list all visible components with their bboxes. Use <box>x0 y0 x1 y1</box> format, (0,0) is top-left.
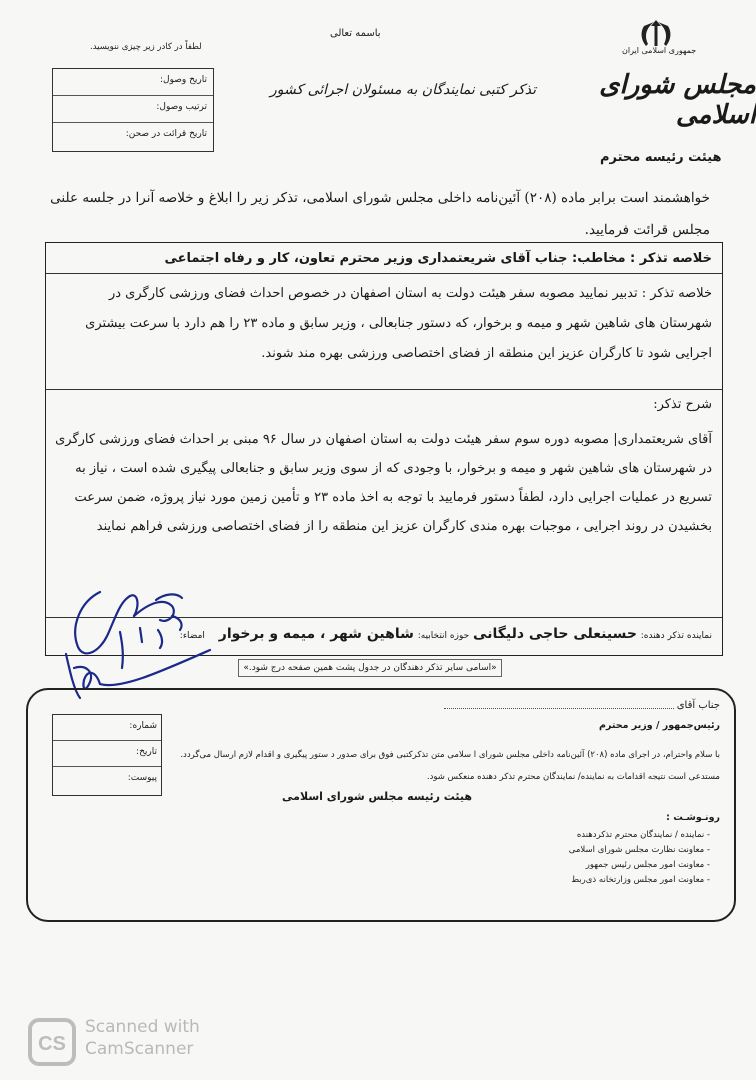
cc-item: - نماینده / نمایندگان محترم تذکردهنده <box>576 830 710 840</box>
greeting-text: با سلام واحترام، در اجرای ماده (۲۰۸) آئین‌نامه داخلی مجلس شورای ا سلامی متن تذکرکتبی فوق برای صدور د ستور پیگیری و اقدام لازم ارسال می‌گردد. مستدعی است نتیجه اقدامات به نماینده/ نمایندگان محترم تذکر دهنده منعکس شود. <box>180 750 720 782</box>
document-title: تذکر کتبی نمایندگان به مسئولان اجرائی کشور <box>270 82 537 98</box>
number-field: شماره: <box>53 715 161 741</box>
district-name: شاهین شهر ، میمه و برخوار <box>218 626 414 642</box>
cc-heading: رونـوشـت : <box>666 812 720 823</box>
board-heading: هیئت رئیسه محترم <box>600 150 722 165</box>
attachment-field: پیوست: <box>127 773 157 783</box>
logo-wordmark: مجلس شورای اسلامی <box>599 70 756 130</box>
divider <box>46 273 722 274</box>
receipt-order-field: ترتیب وصول: <box>53 96 213 123</box>
other-signers-note: «اسامی سایر تذکر دهندگان در جدول پشت همین صفحه درج شود.» <box>238 659 502 677</box>
intro-paragraph: خواهشمند است برابر ماده (۲۰۸) آئین‌نامه داخلی مجلس شورای اسلامی، تذکر زیر را ابلاغ و خلاصه آنرا در جلسه علنی مجلس قرائت فرمایید. <box>50 190 710 238</box>
reference-box <box>52 714 162 796</box>
camscanner-watermark <box>85 1016 200 1060</box>
reading-date-field: تاریخ قرائت در صحن: <box>125 129 207 139</box>
divider <box>46 389 722 390</box>
svg-text:CS: CS <box>38 1033 66 1055</box>
cc-item: - معاونت نظارت مجلس شورای اسلامی <box>568 845 710 855</box>
explanation-text: آقای شریعتمداری| مصوبه دوره سوم سفر هیئت دولت به استان اصفهان در سال ۹۶ مبنی بر احداث فضای ورزشی کارگری در شهرستان های شاهین شهر و میمه و برخوار، با وجودی که از سوی وزیر سابق و جنابعالی پیگیری شده است ، نیاز به تسریع در عملیات اجرایی دارد، لطفاً دستور فرمایید با توجه به اخذ ماده ۲۳ و تأمین زمین مورد نیاز پروژه، ضمن سرعت بخشیدن در روند اجرایی ، موجبات بهره مندی کارگران عزیز این منطقه را از فضای اختصاصی ورزشی فراهم نمایند <box>55 432 712 534</box>
district-label: حوزه انتخابیه: <box>417 631 470 641</box>
recipient-label: رئیس‌جمهور / وزیر محترم <box>599 720 720 731</box>
representative-label: نماینده تذکر دهنده: <box>640 631 712 641</box>
handwritten-signature <box>60 572 250 702</box>
response-form <box>26 688 736 922</box>
addressee-heading: خلاصه تذکر : مخاطب: جناب آقای شریعتمداری وزیر محترم تعاون، کار و رفاه اجتماعی <box>164 251 712 266</box>
explanation-heading: شرح تذکر: <box>653 397 712 412</box>
cc-item: - معاونت امور مجلس رئیس جمهور <box>585 860 710 870</box>
camscanner-logo-icon <box>28 1018 76 1066</box>
summary-text: خلاصه تذکر : تدبیر نمایید مصوبه سفر هیئت دولت به استان اصفهان در خصوص احداث فضای ورزشی کارگری در شهرستان های شاهین شهر و میمه و برخوار، که دستور جنابعالی ، وزیر سابق و ماده ۲۳ را هم دارد با سرعت بیشتری اجرایی شود تا کارگران عزیز این منطقه از فضای اختصاصی ورزشی بهره مند شوند. <box>85 286 712 361</box>
receipt-date-field: تاریخ وصول: <box>53 69 213 96</box>
addressee-dotted-line <box>444 708 674 709</box>
do-not-write-note: لطفاً در کادر زیر چیزی ننویسید. <box>90 42 202 52</box>
cc-item: - معاونت امور مجلس وزارتخانه ذی‌ربط <box>571 875 710 885</box>
addressee-salutation: جناب آقای <box>676 700 720 711</box>
logo-subtitle: جمهوری اسلامی ایران <box>622 46 697 55</box>
watermark-line-2: CamScanner <box>85 1039 194 1059</box>
date-field: تاریخ: <box>53 741 161 767</box>
cc-list <box>569 828 710 888</box>
receipt-info-box <box>52 68 214 152</box>
representative-name: حسینعلی حاجی دلیگانی <box>473 626 637 642</box>
signature-label: امضاء: <box>179 631 205 641</box>
watermark-line-1: Scanned with <box>85 1017 200 1037</box>
basmala: باسمه تعالی <box>330 28 381 39</box>
board-signer: هیئت رئیسه مجلس شورای اسلامی <box>282 790 472 803</box>
